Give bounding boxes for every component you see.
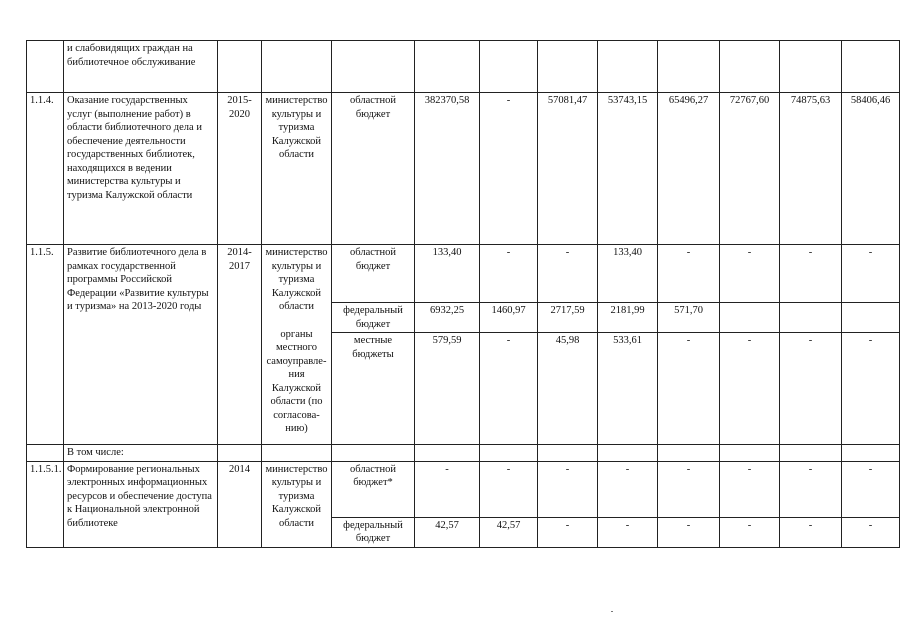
cell-value: 72767,60: [720, 93, 780, 245]
cell-name: Оказание государственных услуг (выполнение работ) в области библиотечного дела и обеспечение деятельности государственных библиотек, находящихся в ведении министерства культуры и туризма Калужской области: [64, 93, 218, 245]
cell-value: 45,98: [538, 333, 598, 445]
cell-value: 53743,15: [598, 93, 658, 245]
cell-value: 2181,99: [598, 303, 658, 333]
cell-value: -: [480, 93, 538, 245]
cell-value: 533,61: [598, 333, 658, 445]
cell-name: Развитие библиотечного дела в рамках государственной программы Российской Федерации «Развитие культуры и туризма» на 2013-2020 годы: [64, 245, 218, 445]
cell-value: [720, 303, 780, 333]
cell-value: [842, 303, 900, 333]
cell-value: -: [538, 461, 598, 517]
cell-value: -: [842, 461, 900, 517]
cell-source: местные бюджеты: [332, 333, 415, 445]
executor-ministry: министерство культуры и туризма Калужской области: [265, 247, 328, 312]
cell-value: -: [658, 461, 720, 517]
cell-source: областной бюджет: [332, 245, 415, 303]
cell-value: 42,57: [415, 517, 480, 547]
cell-executor: министерство культуры и туризма Калужской области: [262, 93, 332, 245]
program-table: [26, 40, 900, 548]
cell-name: Формирование региональных электронных информационных ресурсов и обеспечение доступа к Национальной электронной библиотеке: [64, 461, 218, 547]
cell-source: областной бюджет*: [332, 461, 415, 517]
table-row: [27, 445, 900, 462]
cell-value: 65496,27: [658, 93, 720, 245]
cell-source: областной бюджет: [332, 93, 415, 245]
table-row: [27, 245, 900, 303]
cell-num: [27, 41, 64, 93]
cell-value: -: [720, 517, 780, 547]
cell-executor: [262, 245, 332, 445]
cell-value: -: [842, 245, 900, 303]
scan-speck: [611, 611, 613, 612]
cell-value: 1460,97: [480, 303, 538, 333]
executor-local: органы местного самоуправле-ния Калужской области (по согласова-нию): [266, 328, 327, 434]
cell-value: -: [598, 461, 658, 517]
cell-value: -: [842, 333, 900, 445]
cell-value: -: [780, 245, 842, 303]
cell-value: -: [720, 245, 780, 303]
cell-value: 382370,58: [415, 93, 480, 245]
cell-value: -: [658, 245, 720, 303]
cell-value: -: [480, 245, 538, 303]
table-row: [27, 41, 900, 93]
cell-value: 57081,47: [538, 93, 598, 245]
cell-name: В том числе:: [64, 445, 218, 462]
cell-source: федеральный бюджет: [332, 517, 415, 547]
cell-value: -: [480, 333, 538, 445]
cell-value: -: [720, 333, 780, 445]
cell-value: -: [538, 245, 598, 303]
cell-value: -: [538, 517, 598, 547]
table-row: [27, 461, 900, 517]
table-row: [27, 93, 900, 245]
cell-num: 1.1.4.: [27, 93, 64, 245]
cell-period: 2014-2017: [218, 245, 262, 445]
cell-value: -: [780, 517, 842, 547]
cell-num: 1.1.5.: [27, 245, 64, 445]
cell-value: -: [658, 333, 720, 445]
cell-value: -: [780, 461, 842, 517]
cell-period: 2015-2020: [218, 93, 262, 245]
cell-value: 571,70: [658, 303, 720, 333]
cell-value: [780, 303, 842, 333]
cell-value: -: [720, 461, 780, 517]
cell-value: 74875,63: [780, 93, 842, 245]
cell-source: федеральный бюджет: [332, 303, 415, 333]
cell-value: 58406,46: [842, 93, 900, 245]
cell-value: -: [780, 333, 842, 445]
cell-value: -: [842, 517, 900, 547]
cell-executor: министерство культуры и туризма Калужской области: [262, 461, 332, 547]
cell-value: 133,40: [598, 245, 658, 303]
cell-value: 579,59: [415, 333, 480, 445]
cell-value: 42,57: [480, 517, 538, 547]
cell-num: 1.1.5.1.: [27, 461, 64, 547]
cell-period: 2014: [218, 461, 262, 547]
cell-value: -: [415, 461, 480, 517]
cell-value: -: [598, 517, 658, 547]
cell-value: -: [480, 461, 538, 517]
cell-value: 133,40: [415, 245, 480, 303]
cell-name: и слабовидящих граждан на библиотечное обслуживание: [64, 41, 218, 93]
cell-value: 2717,59: [538, 303, 598, 333]
cell-value: -: [658, 517, 720, 547]
cell-value: 6932,25: [415, 303, 480, 333]
